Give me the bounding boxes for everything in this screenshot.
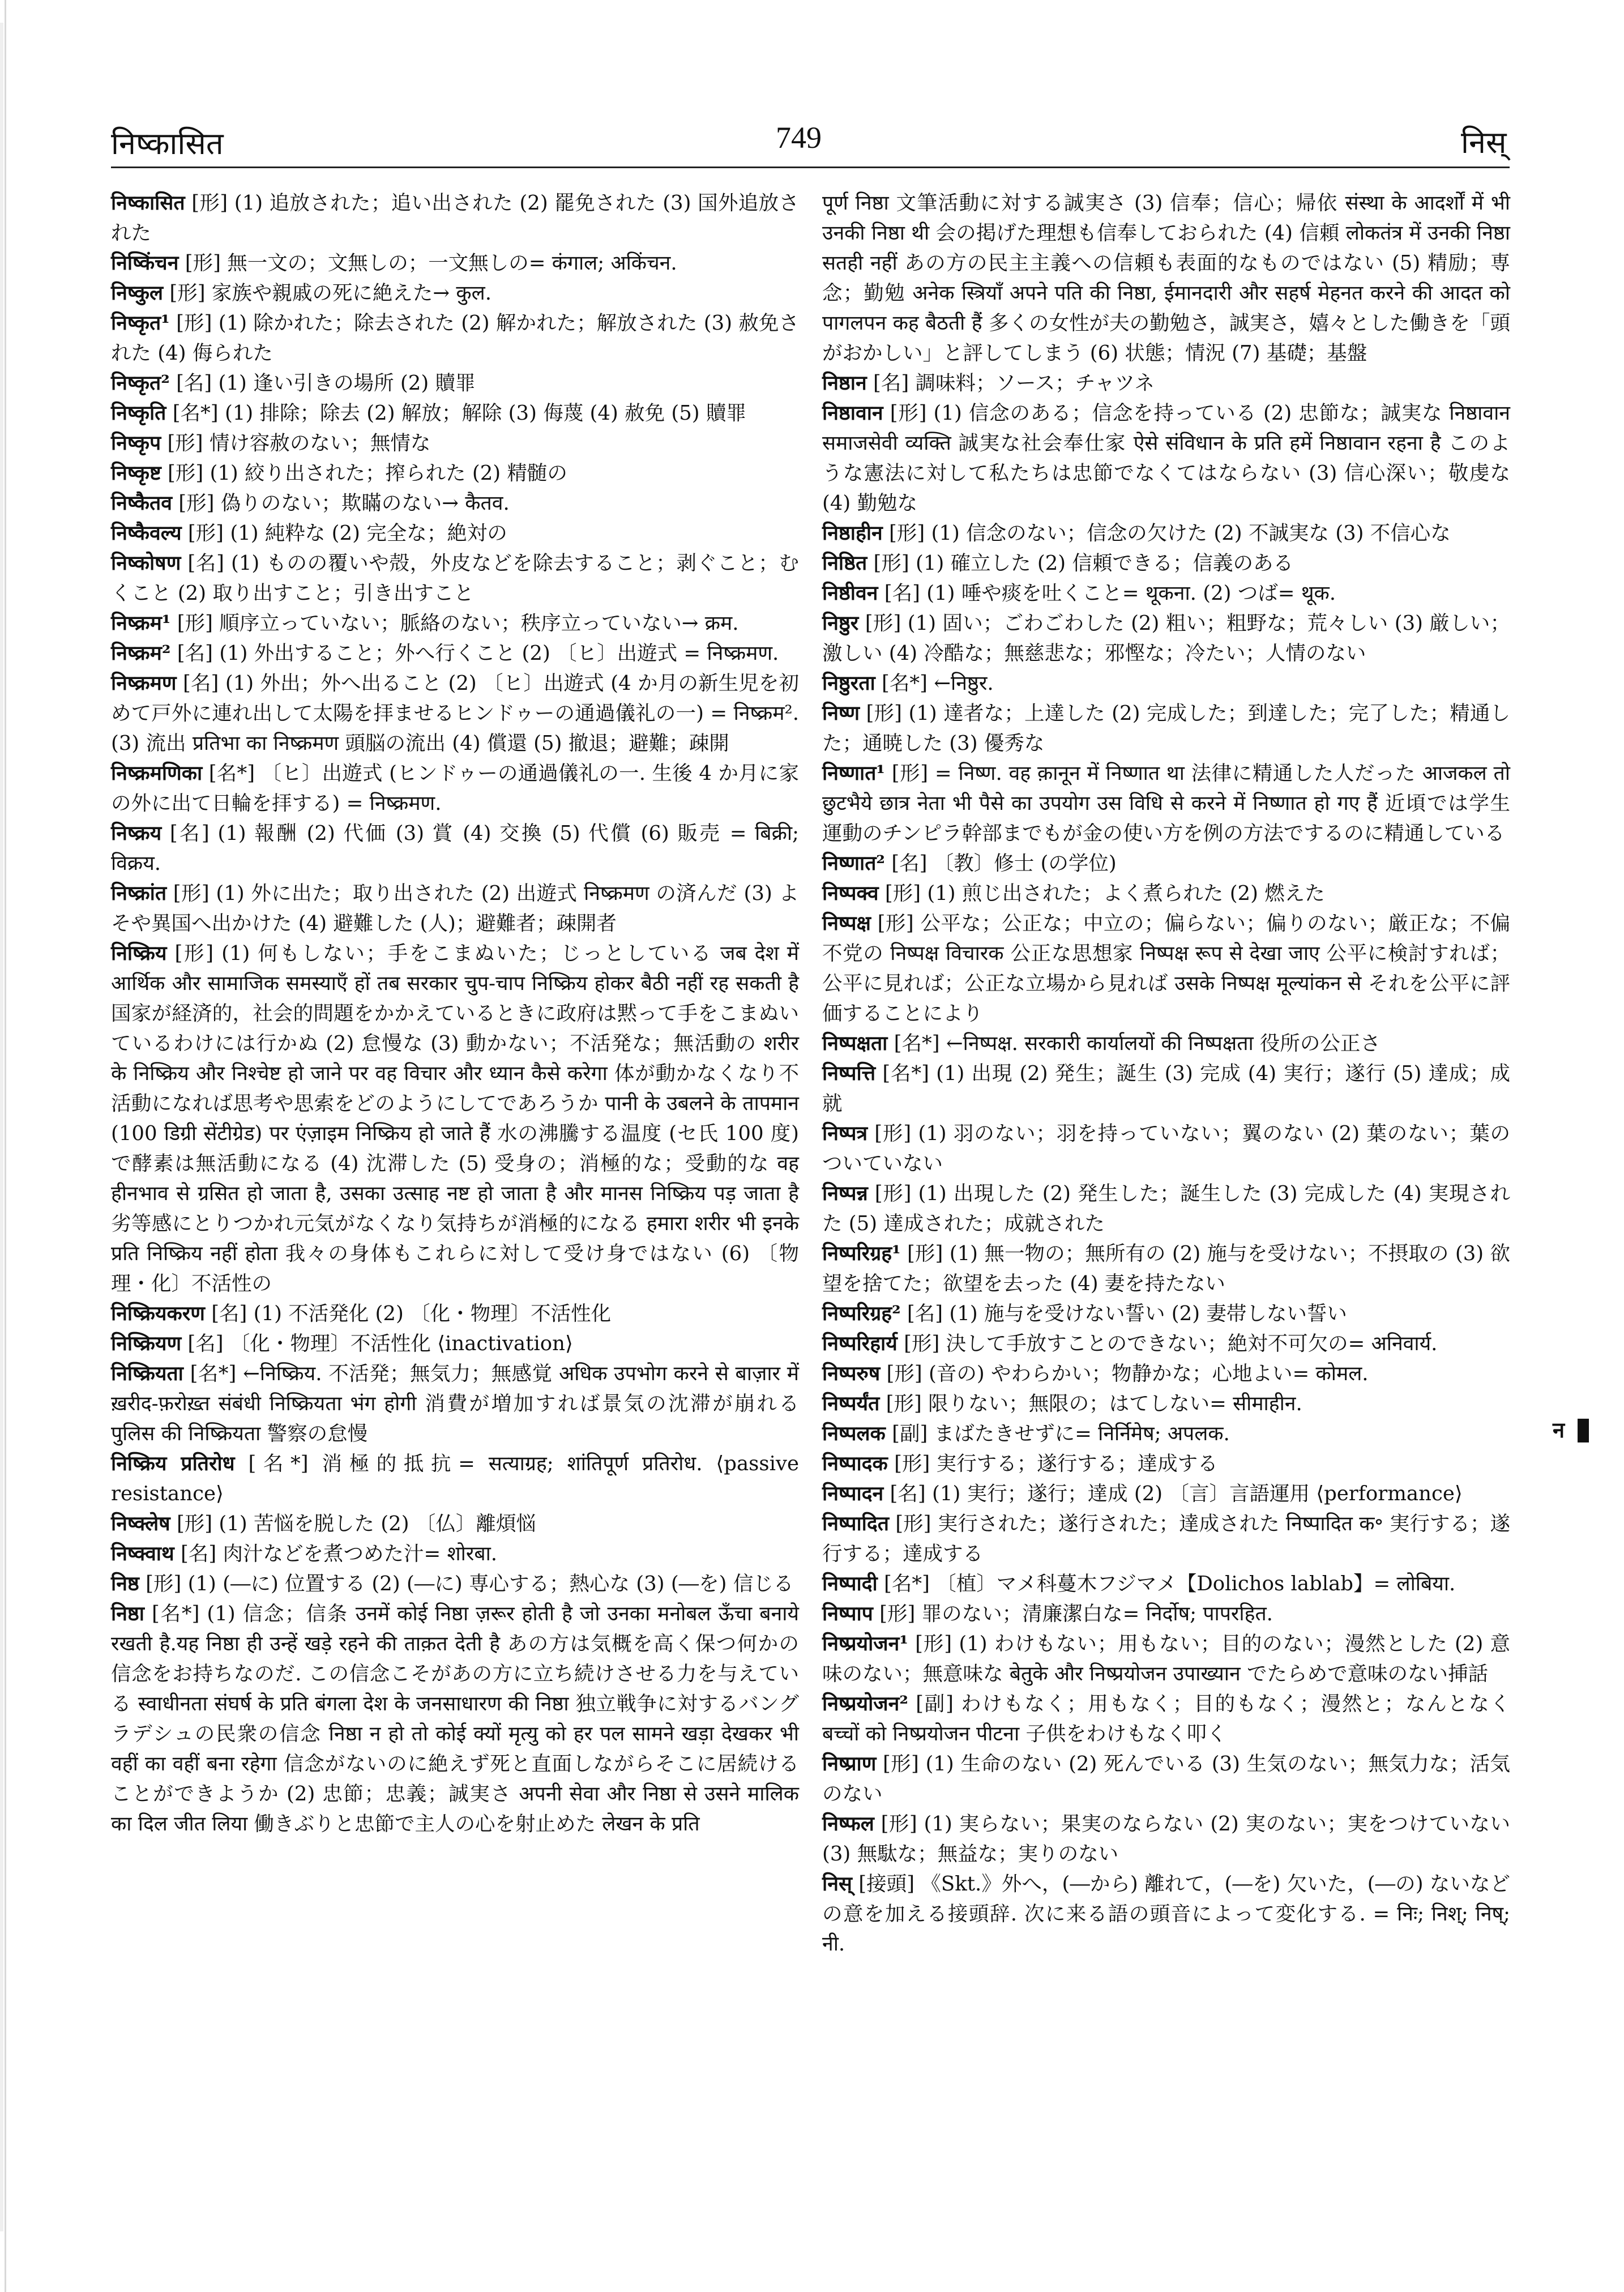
page-edge-shadow (0, 23, 3, 2231)
entry-definition: [名] (1) 施与を受けない誓い (2) 妻帯しない誓い (900, 1302, 1347, 1325)
entry-definition: [形] (音の) やわらかい；物静かな；心地よい= कोमल. (880, 1362, 1369, 1385)
dictionary-entry (822, 1749, 1510, 1809)
entry-definition: [形] (1) 絞り出された；搾られた (2) 精髄の (161, 462, 567, 485)
dictionary-entry (822, 608, 1510, 668)
entry-headword: निष्पन्न (822, 1182, 868, 1205)
entry-headword: निष्पत्र (822, 1122, 868, 1145)
dictionary-entry (111, 1599, 799, 1839)
dictionary-entry (111, 668, 799, 758)
dictionary-entry (822, 1689, 1510, 1749)
entry-headword: निष्ठान (822, 372, 867, 395)
dictionary-entry (822, 578, 1510, 608)
dictionary-entry (822, 1329, 1510, 1359)
entry-definition: [形] 順序立っていない；脈絡のない；秩序立っていない→ क्रम. (170, 612, 739, 635)
entry-headword: निष्ठित (822, 552, 867, 575)
entry-definition: [形] (1) 煎じ出された；よく煮られた (2) 燃えた (878, 882, 1325, 905)
entry-definition: [形] (1) 何もしない；手をこまぬいた；じっとしている जब देश में आर्थिक और सामाजिक समस्याएँ हों तब सरकार चुप-चाप निष्क्रिय होकर बैठी नहीं रह सकती है 国家が経済的，社会的問題をかかえているときに政府は黙って手をこまぬいているわけには行かぬ (2) 怠慢な (3) 動かない；不活発な；無活動の शरीर के निष्क्रिय और निश्चेष्ट हो जाने पर वह विचार और ध्यान कैसे करेगा 体が動かなくなり不活動になれば思考や思索をどのようにしてであろうか पानी के उबलने के तापमान (100 डिग्री सेंटीग्रेड) पर एंज़ाइम निष्क्रिय हो जाते हैं 水の沸騰する温度 (セ氏 100 度) で酵素は無活動になる (4) 沈滞した (5) 受身の；消極的な；受動的な वह हीनभाव से ग्रसित हो जाता है, उसका उत्साह नष्ट हो जाता है और मानस निष्क्रिय पड़ जाता है 劣等感にとりつかれ元気がなくなり気持ちが消極的になる हमारा शरीर भी इनके प्रति निष्क्रिय नहीं होता 我々の身体もこれらに対して受け身ではない (6) 〔物理・化〕不活性の (111, 942, 799, 1295)
entry-headword: निष्क्रियकरण (111, 1302, 205, 1325)
entry-definition: [名] (1) 外出すること；外へ行くこと (2) 〔ヒ〕出遊式 = निष्क्रमण. (170, 642, 779, 665)
dictionary-entry (111, 308, 799, 368)
entry-headword: निष्क्रियता (111, 1362, 183, 1385)
dictionary-entry (822, 1569, 1510, 1599)
entry-definition: [形] 決して手放すことのできない；絶対不可欠の= अनिवार्य. (897, 1332, 1438, 1355)
entry-headword: निष्परुष (822, 1362, 881, 1385)
dictionary-entry (822, 1239, 1510, 1299)
dictionary-entry (111, 638, 799, 668)
left-column (111, 188, 799, 1839)
header-divider (111, 167, 1510, 168)
dictionary-entry (822, 398, 1510, 518)
entry-headword: निष्प्राण (822, 1752, 877, 1775)
dictionary-entry (111, 608, 799, 638)
entry-definition: [形] 罪のない；清廉潔白な= निर्दोष; पापरहित. (873, 1602, 1273, 1625)
dictionary-entry (822, 698, 1510, 758)
entry-headword: निष्ण (822, 702, 860, 725)
entry-headword: निष्णात² (822, 852, 885, 875)
entry-definition: [名] 〔教〕修士 (の学位) (884, 852, 1117, 875)
entry-definition: [形] 公平な；公正な；中立の；偏らない；偏りのない；厳正な；不偏不党の निष्पक्ष विचारक 公正な思想家 निष्पक्ष रूप से देखा जाए 公平に検討すれば；公平に見れば；公正な立場から見れば उसके निष्पक्ष मूल्यांकन से それを公平に評価することにより (822, 912, 1510, 1025)
entry-definition: [名] (1) 唾や痰を吐くこと= थूकना. (2) つば= थूक. (878, 582, 1336, 605)
thumb-index-tab (1578, 1419, 1589, 1442)
entry-definition: [形] (1) 信念のない；信念の欠けた (2) 不誠実な (3) 不信心な (882, 522, 1451, 545)
dictionary-entry (822, 518, 1510, 548)
dictionary-entry (111, 1299, 799, 1329)
entry-headword: निस् (822, 1872, 852, 1896)
dictionary-entry (822, 1389, 1510, 1419)
entry-definition: [形] (1) 出現した (2) 発生した；誕生した (3) 完成した (4) 実現された (5) 達成された；成就された (822, 1182, 1510, 1235)
dictionary-entry (822, 1119, 1510, 1179)
dictionary-entry (111, 188, 799, 248)
entry-headword: निष्पक्ष (822, 912, 871, 935)
entry-definition: [形] 無一文の；文無しの；一文無しの= कंगाल; अकिंचन. (178, 251, 677, 275)
dictionary-entry (111, 878, 799, 938)
dictionary-entry (822, 1419, 1510, 1449)
entry-definition: [名] 〔化・物理〕不活性化 ⟨inactivation⟩ (181, 1332, 573, 1355)
entry-definition: [形] (1) 生命のない (2) 死んでいる (3) 生気のない；無気力な；活気のない (822, 1752, 1510, 1806)
entry-headword: निष्कैवल्य (111, 522, 182, 545)
entry-definition: [形] = निष्ण. वह क़ानून में निष्णात था 法律に精通した人だった आजकल तो छुटभैये छात्र नेता भी पैसे का उपयोग उस विधि से करने में निष्णात हो गए हैं 近頃では学生運動のチンピラ幹部までもが金の使い方を例の方法でするのに精通している (822, 762, 1510, 845)
entry-definition: [形] (1) (―に) 位置する (2) (―に) 専心する；熱心な (3) (―を) 信じる (139, 1572, 794, 1595)
entry-headword: निष्ठाहीन (822, 522, 883, 545)
entry-definition: [副] わけもなく；用もなく；目的もなく；漫然と；なんとなく बच्चों को निष्प्रयोजन पीटना 子供をわけもなく叩く (822, 1692, 1510, 1745)
entry-definition: [接頭] 《Skt.》外へ，(―から) 離れて，(―を) 欠いた，(―の) ないなどの意を加える接頭辞. 次に来る語の頭音によって変化する. = निः; निश्; निष्; नी. (822, 1872, 1510, 1956)
header-left-guide-word: निष्कासित (111, 126, 224, 161)
dictionary-entry (822, 1809, 1510, 1869)
entry-definition: [形] (1) 達者な；上達した (2) 完成した；到達した；完了した；精通した；通暁した (3) 優秀な (822, 702, 1510, 755)
entry-headword: निष्ठा (111, 1602, 145, 1625)
entry-headword: निष्कासित (111, 191, 185, 215)
entry-headword: निष्ठुरता (822, 672, 875, 695)
entry-headword: निष्कैतव (111, 492, 172, 515)
entry-headword: निष्क्रिय (111, 942, 167, 965)
dictionary-entry (822, 668, 1510, 698)
entry-definition: [名] (1) 不活発化 (2) 〔化・物理〕不活性化 (204, 1302, 612, 1325)
entry-headword: निष्पादक (822, 1452, 888, 1475)
entry-definition: [形] (1) 追放された；追い出された (2) 罷免された (3) 国外追放された (111, 191, 799, 245)
dictionary-entry (111, 1569, 799, 1599)
entry-definition: [形] (1) 純粋な (2) 完全な；絶対の (181, 522, 507, 545)
entry-definition: [形] 偽りのない；欺瞞のない→ कैतव. (172, 492, 510, 515)
entry-definition: [形] (1) 固い；ごわごわした (2) 粗い；粗野な；荒々しい (3) 厳しい；激しい (4) 冷酷な；無慈悲な；邪慳な；冷たい；人情のない (822, 612, 1510, 665)
entry-headword: निष्क्रियण (111, 1332, 182, 1355)
dictionary-entry (111, 428, 799, 458)
entry-definition: [副] まばたきせずに= निर्निमेष; अपलक. (885, 1422, 1230, 1445)
entry-headword: निष्पर्यंत (822, 1392, 880, 1415)
entry-headword: निष्पादी (822, 1572, 878, 1595)
thumb-index-letter: न (1553, 1417, 1565, 1442)
entry-definition: [名] (1) 実行；遂行；達成 (2) 〔言〕言語運用 ⟨performance⟩ (883, 1482, 1463, 1505)
entry-definition: [形] (1) 除かれた；除去された (2) 解かれた；解放された (3) 赦免された (4) 侮られた (111, 311, 799, 365)
entry-definition: [形] (1) 確立した (2) 信頼できる；信義のある (867, 552, 1293, 575)
dictionary-entry (111, 458, 799, 488)
entry-headword: निष्ठुर (822, 612, 859, 635)
entry-headword: निष्क्रय (111, 822, 162, 845)
dictionary-entry (111, 1329, 799, 1359)
dictionary-entry (822, 1058, 1510, 1119)
entry-definition: [形] 情け容赦のない；無情な (161, 432, 431, 455)
dictionary-entry (822, 1479, 1510, 1509)
dictionary-entry (111, 1359, 799, 1449)
entry-headword: निष्क्रम² (111, 642, 171, 665)
header-right-guide-word: निस् (1461, 125, 1507, 160)
dictionary-entry (822, 758, 1510, 848)
dictionary-entry (822, 848, 1510, 878)
entry-headword: निष्प्रयोजन¹ (822, 1632, 908, 1655)
entry-headword: निष्परिग्रह¹ (822, 1242, 901, 1265)
entry-definition: [名*] 〔ヒ〕出遊式 (ヒンドゥーの通過儀礼の一. 生後 4 か月に家の外に出て日輪を拝する) = निष्क्रमण. (111, 762, 799, 815)
dictionary-entry (822, 1629, 1510, 1689)
entry-definition: [名*] 消極的抵抗= सत्याग्रह; शांतिपूर्ण प्रतिरोध. ⟨passive resistance⟩ (111, 1452, 799, 1505)
entry-headword: निष्क्रमणिका (111, 762, 203, 785)
entry-headword: निष्क्लेष (111, 1512, 170, 1535)
dictionary-entry (111, 818, 799, 878)
entry-headword: निष्पाप (822, 1602, 873, 1625)
entry-definition: [名] 肉汁などを煮つめた汁= शोरबा. (174, 1542, 498, 1565)
dictionary-entry (822, 1509, 1510, 1569)
entry-definition: [形] 実行された；遂行された；達成された निष्पादित क॰ 実行する；遂行する；達成する (822, 1512, 1510, 1565)
entry-definition: [形] (1) 信念のある；信念を持っている (2) 忠節な；誠実な निष्ठावान समाजसेवी व्यक्ति 誠実な社会奉仕家 ऐसे संविधान के प्रति हमें निष्ठावान रहना है このような憲法に対して私たちは忠節でなくてはならない (3) 信心深い；敬虔な (4) 勤勉な (822, 402, 1510, 515)
dictionary-entry (822, 1359, 1510, 1389)
entry-definition: [名*] ←निष्ठुर. (875, 672, 994, 695)
dictionary-entry (822, 548, 1510, 578)
dictionary-entry (822, 1449, 1510, 1479)
entry-headword: निष्ठावान (822, 402, 883, 425)
entry-headword: निष्पादित (822, 1512, 889, 1535)
entry-headword: निष्पत्ति (822, 1062, 876, 1085)
entry-definition: [形] 限りない；無限の；はてしない= सीमाहीन. (879, 1392, 1302, 1415)
entry-definition: [名*] 〔植〕マメ科蔓木フジマメ【Dolichos lablab】= लोबिया. (877, 1572, 1456, 1595)
entry-definition: [形] (1) 羽のない；羽を持っていない；翼のない (2) 葉のない；葉のついていない (822, 1122, 1510, 1175)
entry-headword: निष्कुल (111, 281, 164, 305)
entry-definition: पूर्ण निष्ठा 文筆活動に対する誠実さ (3) 信奉；信心；帰依 संस्था के आदर्शों में भी उनकी निष्ठा थी 会の掲げた理想も信奉しておられた (4) 信頼 लोकतंत्र में उनकी निष्ठा सतही नहीं あの方の民主主義への信頼も表面的なものではない (5) 精励；専念；勤勉 अनेक स्त्रियाँ अपने पति की निष्ठा, ईमानदारी और सहर्ष मेहनत करने की आदत को पागलपन कह बैठती हैं 多くの女性が夫の勤勉さ，誠実さ，嬉々とした働きを「頭がおかしい」と評してしまう (6) 状態；情況 (7) 基礎；基盤 (822, 191, 1510, 365)
entry-definition: [形] (1) 外に出た；取り出された (2) 出遊式 निष्क्रमण の済んだ (3) よそや異国へ出かけた (4) 避難した (人)；避難者；疎開者 (111, 882, 799, 935)
entry-definition: [名] (1) 逢い引きの場所 (2) 贖罪 (169, 372, 476, 395)
dictionary-entry (111, 248, 799, 278)
dictionary-entry (111, 278, 799, 308)
entry-headword: निष्क्रमण (111, 672, 177, 695)
dictionary-entry (111, 398, 799, 428)
entry-headword: निष्कोषण (111, 552, 181, 575)
dictionary-entry (822, 188, 1510, 368)
entry-headword: निष्कृष्ट (111, 462, 161, 485)
entry-definition: [名*] (1) 信念；信条 उनमें कोई निष्ठा ज़रूर होती है जो उनका मनोबल ऊँचा बनाये रखती है.यह निष्ठा ही उन्हें खड़े रहने की ताक़त देती है あの方は気概を高く保つ何かの信念をお持ちなのだ. この信念こそがあの方に立ち続けさせる力を与えている स्वाधीनता संघर्ष के प्रति बंगला देश के जनसाधारण की निष्ठा 独立戦争に対するバングラデシュの民衆の信念 निष्ठा न हो तो कोई क्यों मृत्यु को हर पल सामने खड़ा देखकर भी वहीं का वहीं बना रहेगा 信念がないのに絶えず死と直面しながらそこに居続けることができようか (2) 忠節；忠義；誠実さ अपनी सेवा और निष्ठा से उसने मालिक का दिल जीत लिया 働きぶりと忠節で主人の心を射止めた लेखन के प्रति (111, 1602, 799, 1836)
entry-headword: निष्पादन (822, 1482, 884, 1505)
entry-definition: [形] (1) わけもない；用もない；目的のない；漫然とした (2) 意味のない；無意味な बेतुके और निष्प्रयोजन उपाख्यान でたらめで意味のない挿話 (822, 1632, 1510, 1685)
dictionary-entry (111, 488, 799, 518)
entry-headword: निष्कृति (111, 402, 166, 425)
entry-definition: [名] (1) 外出；外へ出ること (2) 〔ヒ〕出遊式 (4 か月の新生児を初めて戸外に連れ出して太陽を拝ませるヒンドゥーの通過儀礼の一) = निष्क्रम². (3) 流出 प्रतिभा का निष्क्रमण 頭脳の流出 (4) 償還 (5) 撤退；避難；疎開 (111, 672, 799, 755)
entry-headword: निष्क्रांत (111, 882, 167, 905)
entry-definition: [形] (1) 無一物の；無所有の (2) 施与を受けない；不摂取の (3) 欲望を捨てた；欲望を去った (4) 妻を持たない (822, 1242, 1510, 1295)
entry-headword: निष्प्रयोजन² (822, 1692, 908, 1715)
dictionary-entry (111, 1449, 799, 1509)
dictionary-entry (822, 1179, 1510, 1239)
entry-headword: निष्कृत¹ (111, 311, 170, 335)
dictionary-entry (111, 938, 799, 1299)
right-column (822, 188, 1510, 1959)
dictionary-entry (111, 758, 799, 818)
entry-definition: [名*] (1) 出現 (2) 発生；誕生 (3) 完成 (4) 実行；遂行 (5) 達成；成就 (822, 1062, 1510, 1115)
entry-headword: निष्ठ (111, 1572, 139, 1595)
entry-headword: निष्फल (822, 1812, 874, 1836)
dictionary-entry (822, 1869, 1510, 1959)
entry-definition: [名*] (1) 排除；除去 (2) 解放；解除 (3) 侮蔑 (4) 赦免 (5) 贖罪 (166, 402, 746, 425)
entry-headword: निष्पक्व (822, 882, 879, 905)
entry-headword: निष्ठीवन (822, 582, 878, 605)
entry-definition: [名*] ←निष्क्रिय. 不活発；無気力；無感覚 अधिक उपभोग करने से बाज़ार में ख़रीद-फ़रोख़्त संबंधी निष्क्रियता भंग होगी 消費が増加すれば景気の沈滞が崩れる पुलिस की निष्क्रियता 警察の怠慢 (111, 1362, 799, 1445)
entry-headword: निष्क्रिय प्रतिरोध (111, 1452, 235, 1475)
dictionary-entry (111, 1539, 799, 1569)
dictionary-entry (111, 1509, 799, 1539)
entry-definition: [名] 調味料；ソース；チャツネ (866, 372, 1155, 395)
entry-definition: [形] (1) 苦悩を脱した (2) 〔仏〕離煩悩 (170, 1512, 536, 1535)
dictionary-entry (822, 1028, 1510, 1058)
dictionary-entry (822, 368, 1510, 398)
entry-definition: [形] 実行する；遂行する；達成する (887, 1452, 1218, 1475)
dictionary-entry (822, 1299, 1510, 1329)
dictionary-entry (111, 368, 799, 398)
entry-definition: [形] 家族や親戚の死に絶えた→ कुल. (163, 281, 492, 305)
entry-definition: [名] (1) 報酬 (2) 代価 (3) 賞 (4) 交換 (5) 代償 (6) 販売 = बिक्री; विक्रय. (111, 822, 799, 875)
page-number: 749 (776, 121, 822, 155)
entry-headword: निष्परिग्रह² (822, 1302, 901, 1325)
entry-headword: निष्पलक (822, 1422, 886, 1445)
entry-definition: [形] (1) 実らない；果実のならない (2) 実のない；実をつけていない (3) 無駄な；無益な；実りのない (822, 1812, 1510, 1866)
dictionary-entry (111, 518, 799, 548)
entry-headword: निष्कृत² (111, 372, 170, 395)
dictionary-entry (822, 908, 1510, 1028)
entry-headword: निष्परिहार्य (822, 1332, 898, 1355)
dictionary-entry (822, 878, 1510, 908)
entry-headword: निष्पक्षता (822, 1032, 888, 1055)
entry-headword: निष्क्वाथ (111, 1542, 174, 1565)
dictionary-entry (111, 548, 799, 608)
entry-headword: निष्क्रम¹ (111, 612, 171, 635)
entry-headword: निष्कृप (111, 432, 161, 455)
dictionary-entry (822, 1599, 1510, 1629)
entry-headword: निष्किंचन (111, 251, 179, 275)
binding-edge-line (5, 0, 6, 2292)
entry-headword: निष्णात¹ (822, 762, 885, 785)
entry-definition: [名] (1) ものの覆いや殻，外皮などを除去すること；剥ぐこと；むくこと (2) 取り出すこと；引き出すこと (111, 552, 799, 605)
entry-definition: [名*] ←निष्पक्ष. सरकारी कार्यालयों की निष्पक्षता 役所の公正さ (887, 1032, 1381, 1055)
